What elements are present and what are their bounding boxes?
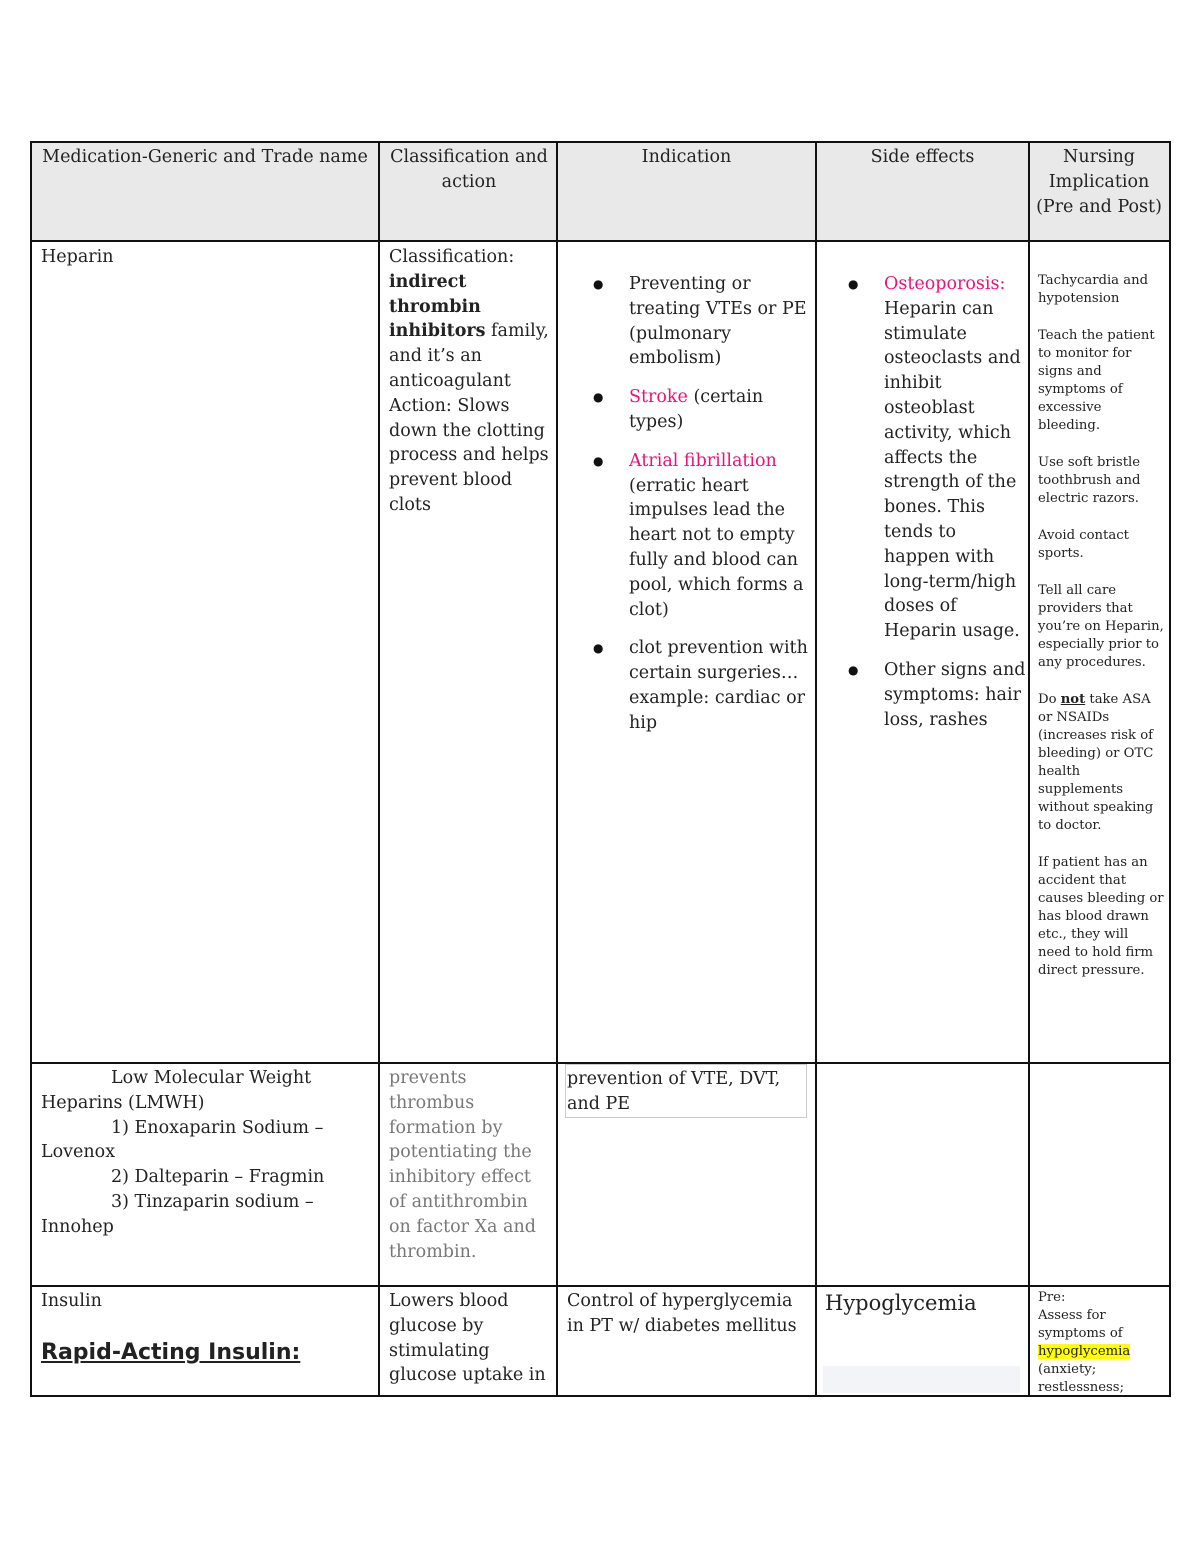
table-border-bottom [30, 1395, 1171, 1397]
table-border-left [30, 141, 32, 1397]
medication-table [30, 141, 1171, 1397]
table-border-right [1169, 141, 1171, 1397]
lmwh-item: 1) Enoxaparin Sodium – Lovenox [41, 1117, 324, 1163]
classification-bold: indirect thrombin inhibitors [389, 271, 486, 342]
header-nursing: Nursing Implication (Pre and Post) [1036, 147, 1162, 217]
lmwh-name [41, 1066, 371, 1240]
action-text: Slows down the clotting process and helps prevent blood clots [389, 395, 549, 515]
insulin-side-effect: Hypoglycemia [825, 1291, 977, 1315]
column-divider [1028, 141, 1030, 1397]
column-divider [556, 141, 558, 1397]
indication-item: ● Preventing or treating VTEs or PE (pulmonary embolism) [593, 272, 809, 371]
indication-item: ● Atrial fibrillation (erratic heart impulses lead the heart not to empty fully and blood can pool, which forms a clot) [593, 449, 809, 623]
lmwh-item: 2) Dalteparin – Fragmin [111, 1167, 325, 1188]
nursing-note: Avoid contact sports. [1038, 528, 1129, 561]
side-effect-item: ● Other signs and symptoms: hair loss, rashes [848, 658, 1026, 732]
header-classification: Classification and action [390, 147, 548, 192]
faded-text-box [823, 1366, 1020, 1393]
classification-rest: family, and it’s an anticoagulant [389, 321, 549, 391]
nursing-note: Assess for symptoms of hypoglycemia (anxiety; restlessness; [1038, 1308, 1131, 1393]
insulin-classification: Lowers blood glucose by stimulating glucose uptake in [389, 1291, 546, 1386]
nursing-note: If patient has an accident that causes bleeding or has blood drawn etc., they will need to hold firm direct pressure. [1038, 855, 1164, 978]
insulin-name: Insulin [41, 1291, 102, 1311]
nursing-note: Tachycardia and hypotension [1038, 273, 1149, 306]
lmwh-item: 3) Tinzaparin sodium – Innohep [41, 1191, 314, 1237]
header-side-effects: Side effects [870, 147, 975, 167]
header-medication: Medication-Generic and Trade name [42, 147, 368, 167]
nursing-pre-label: Pre: [1038, 1290, 1066, 1305]
heparin-indications [593, 272, 809, 750]
action-label: Action: [389, 395, 452, 416]
heparin-nursing [1038, 272, 1164, 999]
heparin-name: Heparin [41, 247, 114, 267]
classification-label: Classification: [389, 247, 515, 267]
row-divider [30, 1285, 1171, 1287]
nursing-note: Tell all care providers that you’re on Heparin, especially prior to any procedures. [1038, 583, 1164, 670]
side-effect-item: ● Osteoporosis: Heparin can stimulate osteoclasts and inhibit osteoblast activity, which affects the strength of the bones. This tends to happen with long-term/high doses of Heparin usage. [848, 272, 1026, 644]
table-border-top [30, 141, 1171, 143]
indication-item: ● Stroke (certain types) [593, 385, 809, 435]
heparin-side-effects [848, 272, 1026, 746]
row-divider [30, 240, 1171, 242]
insulin-subheading: Rapid-Acting Insulin: [41, 1340, 301, 1365]
lmwh-indication: prevention of VTE, DVT, and PE [567, 1069, 781, 1114]
header-indication: Indication [641, 147, 732, 167]
nursing-note: Use soft bristle toothbrush and electric razors. [1038, 455, 1141, 506]
insulin-nursing [1038, 1289, 1164, 1393]
column-divider [378, 141, 380, 1397]
lmwh-title: Low Molecular Weight Heparins (LMWH) [41, 1068, 312, 1113]
insulin-indication: Control of hyperglycemia in PT w/ diabetes mellitus [567, 1291, 797, 1336]
indication-item: ● clot prevention with certain surgeries…example: cardiac or hip [593, 636, 809, 735]
nursing-note: Do not take ASA or NSAIDs (increases risk of bleeding) or OTC health supplements without speaking to doctor. [1038, 692, 1154, 833]
lmwh-classification: prevents thrombus formation by potentiating the inhibitory effect of antithrombin on factor Xa and thrombin. [389, 1068, 536, 1262]
nursing-note: Teach the patient to monitor for signs and symptoms of excessive bleeding. [1038, 328, 1155, 433]
heparin-classification [389, 245, 549, 518]
column-divider [815, 141, 817, 1397]
